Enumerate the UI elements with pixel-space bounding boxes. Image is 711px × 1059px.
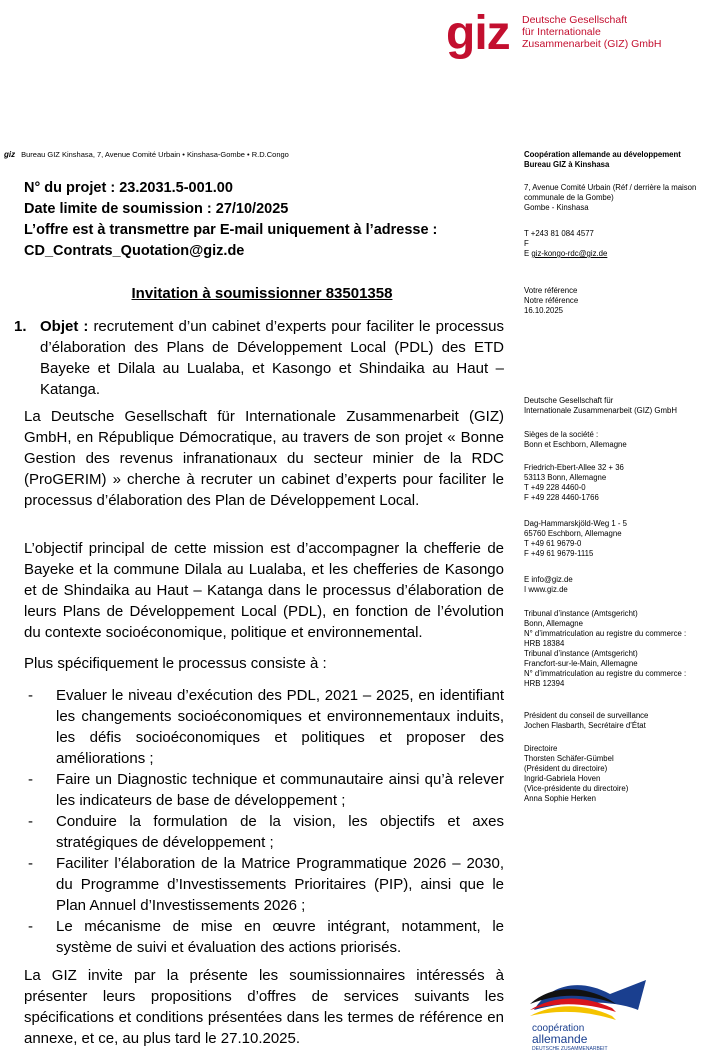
sidebar-web: E info@giz.de I www.giz.de xyxy=(524,575,573,594)
sidebar-references: Votre référence Notre référence 16.10.2025 xyxy=(524,286,579,315)
list-item: - Evaluer le niveau d’exécution des PDL, 2021 – 2025, en identifiant les changements socioéconomiques et environnementaux induits, les défis socioéconomiques et politiques et proposer des améliorations ; xyxy=(28,687,504,767)
sidebar-board: Président du conseil de surveillance Jochen Flasbarth, Secrétaire d’État xyxy=(524,711,649,730)
giz-logo: giz xyxy=(446,7,510,60)
cooperation-allemande-logo xyxy=(520,970,660,1054)
objet-section xyxy=(14,316,504,400)
sender-address-line xyxy=(4,150,289,159)
process-list xyxy=(24,685,504,958)
submission-instruction: L’offre est à transmettre par E-mail uniquement à l’adresse : xyxy=(24,222,438,238)
paragraph-process-intro: Plus spécifiquement le processus consiste à : xyxy=(24,655,327,672)
sender-address: Bureau GIZ Kinshasa, 7, Avenue Comité Urbain • Kinshasa-Gombe • R.D.Congo xyxy=(21,150,289,159)
paragraph-objective: L’objectif principal de cette mission est d’accompagner la chefferie de Bayeke et la commune Dilala au Lualaba, et les chefferies de Kasongo et de Shindaika au Haut – Katanga dans le processus d’élaboration de leurs Plans de Développement Local (PDL), en fonction de l’évolution du contexte socioéconomique, politique et environnemental. xyxy=(24,540,504,641)
coop-logo-line2: allemande xyxy=(532,1032,588,1046)
coop-logo-line3: DEUTSCHE ZUSAMMENARBEIT xyxy=(532,1046,608,1052)
sidebar-bonn: Friedrich-Ebert-Allee 32 + 36 53113 Bonn, Allemagne T +49 228 4460-0 F +49 228 4460-1766 xyxy=(524,463,624,502)
document-title: Invitation à soumissionner 83501358 xyxy=(131,285,393,302)
objet-number: 1. xyxy=(14,318,27,335)
sidebar-contact: T +243 81 084 4577 F E giz-kongo-rdc@giz.de xyxy=(524,229,608,258)
sidebar-directors: Directoire Thorsten Schäfer-Gümbel (Président du directoire) Ingrid-Gabriela Hoven (Vice-présidente du directoire) Anna Sophie Herken xyxy=(524,744,629,803)
list-item: - Le mécanisme de mise en œuvre intégrant, notamment, le système de suivi et évaluation des actions priorisés. xyxy=(28,918,504,956)
sidebar-address: 7, Avenue Comité Urbain (Réf / derrière la maison communale de la Gombe) Gombe - Kinshasa xyxy=(524,183,697,212)
objet-label: Objet : xyxy=(40,318,89,335)
sidebar-eschborn: Dag-Hammarskjöld-Weg 1 - 5 65760 Eschborn, Allemagne T +49 61 9679-0 F +49 61 9679-1115 xyxy=(524,519,627,558)
paragraph-invitation: La GIZ invite par la présente les soumissionnaires intéressés à présenter leurs propositions d’offres de services suivants les spécifications et conditions présentées dans les termes de référence en annexe, et ce, au plus tard le 27.10.2025. xyxy=(24,967,504,1047)
paragraph-intro: La Deutsche Gesellschaft für Internationale Zusammenarbeit (GIZ) GmbH, en République Démocratique, au travers de son projet « Bonne Gestion des revenus infranationaux du secteur minier de la RDC (ProGERIM) » cherche à recruter un cabinet d’experts pour faciliter le processus d’élaboration des Plan de Développement Local. xyxy=(24,408,504,509)
submission-deadline: Date limite de soumission : 27/10/2025 xyxy=(24,201,289,217)
sidebar-office: Coopération allemande au développement Bureau GIZ à Kinshasa xyxy=(524,150,681,169)
objet-text: recrutement d’un cabinet d’experts pour faciliter le processus d’élaboration des Plans de Développement Local (PDL) des ETD Bayeke et Dilala au Lualaba, et Kasongo et Shindaika au Haut – Katanga. xyxy=(40,318,504,398)
project-number: N° du projet : 23.2031.5-001.00 xyxy=(24,180,233,196)
sidebar-seats: Sièges de la société : Bonn et Eschborn, Allemagne xyxy=(524,430,627,449)
coop-logo-line1: coopération xyxy=(532,1023,585,1034)
list-item: - Conduire la formulation de la vision, les objectifs et axes stratégiques de développement ; xyxy=(28,813,504,851)
project-info xyxy=(24,178,437,262)
submission-email[interactable]: CD_Contrats_Quotation@giz.de xyxy=(24,243,245,259)
giz-org-name: Deutsche Gesellschaft für Internationale Zusammenarbeit (GIZ) GmbH xyxy=(522,14,662,50)
email-link[interactable]: giz-kongo-rdc@giz.de xyxy=(531,249,608,258)
list-item: - Faire un Diagnostic technique et communautaire ainsi qu’à relever les indicateurs de base de développement ; xyxy=(28,771,504,809)
sidebar-company: Deutsche Gesellschaft für Internationale Zusammenarbeit (GIZ) GmbH xyxy=(524,396,677,415)
giz-mini-logo: giz xyxy=(4,150,16,159)
sidebar-registry: Tribunal d’instance (Amtsgericht) Bonn, Allemagne N° d’immatriculation au registre du commerce : HRB 18384 Tribunal d’instance (Amtsgericht) Francfort-sur-le-Main, Allemagne N° d’immatriculation au registre du commerce : HRB 12394 xyxy=(524,609,687,688)
list-item: - Faciliter l’élaboration de la Matrice Programmatique 2026 – 2030, du Programme d’Investissements Prioritaires (PIP), ainsi que le Plan Annuel d’Investissements 2026 ; xyxy=(28,855,504,914)
